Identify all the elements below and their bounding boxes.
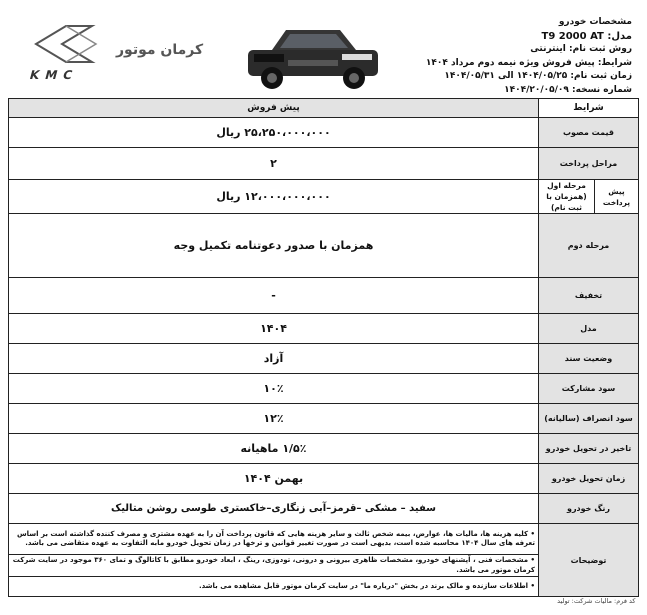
cancellation-profit-value: ۱۲٪ <box>9 404 539 434</box>
first-stage-value: ۱۲،۰۰۰،۰۰۰،۰۰۰ ریال <box>9 180 539 214</box>
model-value: T9 2000 AT <box>541 30 604 42</box>
header-conditions: شرایط <box>539 99 639 118</box>
table-row <box>9 494 639 524</box>
note-3: • اطلاعات سازنده و مالک برند در بخش "درباره ما" در سایت کرمان موتور قابل مشاهده می باشد. <box>9 577 539 597</box>
table-header-row <box>9 99 639 118</box>
table-row <box>9 214 639 278</box>
table-row <box>9 148 639 180</box>
delay-label: تاخیر در تحویل خودرو <box>539 434 639 464</box>
table-row <box>9 344 639 374</box>
color-value: سفید – مشکی –قرمز–آبی زنگاری–خاکستری طوسی روشن متالیک <box>9 494 539 524</box>
participation-profit-value: ۱۰٪ <box>9 374 539 404</box>
document-status-label: وضعیت سند <box>539 344 639 374</box>
model-line <box>406 30 632 44</box>
discount-label: تخفیف <box>539 278 639 314</box>
note-1: • کلیه هزینه ها، مالیات ها، عوارض، بیمه شخص ثالث و سایر هزینه هایی که قانون پرداخت آن را به عهده مشتری و مصرف کننده گذاشته است بر اساس تعرفه های سال ۱۴۰۴ محاسبه شده است، بدیهی است در صورت تغییر قوانین و ترخها در زمان تحویل خودرو مابه التفاوت به عهده متقاضی می باشد. <box>9 524 539 555</box>
sales-conditions-sheet <box>8 6 638 612</box>
brand-latin: KMC <box>28 68 80 82</box>
note-2: • مشخصات فنی ، آپشنهای خودرو، مشخصات ظاهری بیرونی و درونی، تودوزی، رینگ ، ابعاد خودرو مطابق با کاتالوگ و تمای ۳۶۰ موجود در سایت شرکت کرمان موتور می باشد. <box>9 555 539 577</box>
header-sale-type: پیش فروش <box>9 99 539 118</box>
specs-title: مشخصات خودرو <box>558 17 632 27</box>
first-stage-label: مرحله اول <box>547 181 586 190</box>
table-row <box>9 434 639 464</box>
document-status-value: آزاد <box>9 344 539 374</box>
cancellation-profit-label: سود انصراف (سالیانه) <box>539 404 639 434</box>
delivery-label: زمان تحویل خودرو <box>539 464 639 494</box>
prepayment-label: پیش پرداخت <box>595 180 639 214</box>
model-row-value: ۱۴۰۴ <box>9 314 539 344</box>
second-stage-label: مرحله دوم <box>539 214 639 278</box>
first-stage-sub: (همزمان با ثبت نام) <box>546 192 587 212</box>
payment-stages-label: مراحل پرداخت <box>539 148 639 180</box>
header <box>8 6 638 98</box>
color-label: رنگ خودرو <box>539 494 639 524</box>
discount-value: - <box>9 278 539 314</box>
footer-row <box>9 597 639 606</box>
payment-stages-value: ۲ <box>9 148 539 180</box>
table-row <box>9 464 639 494</box>
table-row <box>9 278 639 314</box>
draft-number: شماره نسخه: ۱۴۰۴/۲۰/۰۵/۰۹ <box>504 84 632 95</box>
participation-profit-label: سود مشارکت <box>539 374 639 404</box>
delay-value: ۱/۵٪ ماهیانه <box>9 434 539 464</box>
model-row-label: مدل <box>539 314 639 344</box>
chevron-logo-icon <box>26 22 126 70</box>
notes-label: توضیحات <box>539 524 639 597</box>
registration-method: روش ثبت نام: اینترنتی <box>530 44 632 54</box>
registration-time: زمان ثبت نام: ۱۴۰۴/۰۵/۲۵ الی ۱۴۰۴/۰۵/۳۱ <box>444 71 632 81</box>
vehicle-specs <box>406 16 632 97</box>
model-label: مدل: <box>607 30 632 42</box>
second-stage-value: همزمان با صدور دعوتنامه تکمیل وجه <box>9 214 539 278</box>
brand-persian: کرمان موتور <box>116 42 204 58</box>
table-row <box>9 404 639 434</box>
approved-price-value: ۲۵،۲۵۰،۰۰۰،۰۰۰ ریال <box>9 118 539 148</box>
table-row <box>9 524 639 555</box>
conditions-table <box>8 98 639 605</box>
table-row <box>9 374 639 404</box>
table-row <box>9 180 639 214</box>
delivery-value: بهمن ۱۴۰۴ <box>9 464 539 494</box>
table-row <box>9 118 639 148</box>
sale-conditions: شرایط: پیش فروش ویژه نیمه دوم مرداد ۱۴۰۴ <box>425 57 632 68</box>
first-stage-cell <box>539 180 595 214</box>
table-row <box>9 314 639 344</box>
car-image <box>244 20 382 92</box>
approved-price-label: قیمت مصوب <box>539 118 639 148</box>
form-footer: کد فرم: مالیات شرکت: تولید <box>557 597 636 605</box>
